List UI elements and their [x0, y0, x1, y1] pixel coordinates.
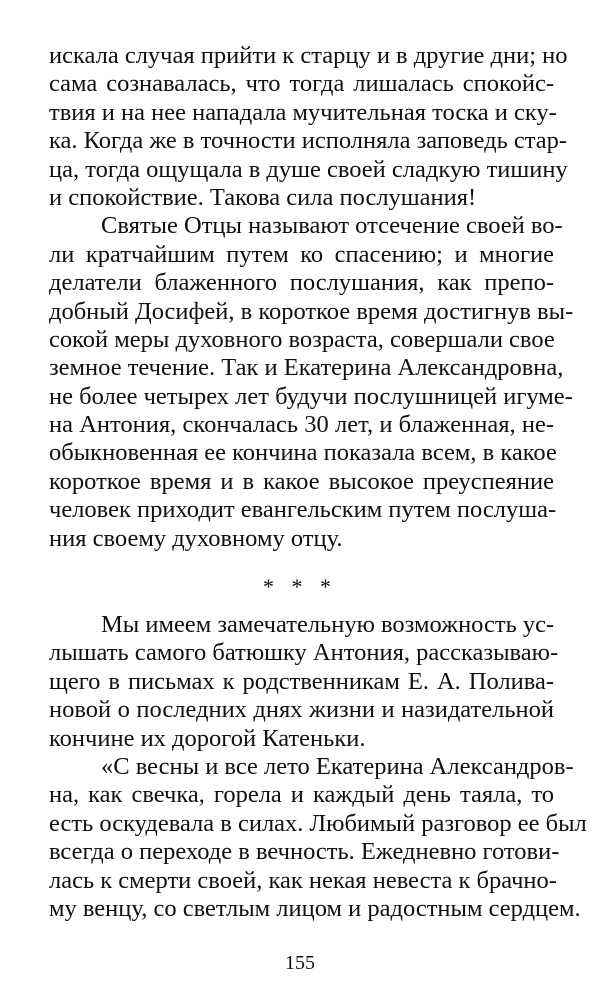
- text-line: ли кратчайшим путем ко спасению; и многие: [49, 240, 554, 268]
- text-line: земное течение. Так и Екатерина Александровна,: [49, 354, 564, 382]
- page-number: 155: [285, 952, 315, 974]
- text-block-bottom: [49, 611, 587, 923]
- text-line: сокой меры духовного возраста, совершали свое: [49, 325, 555, 353]
- paragraph: [49, 42, 568, 212]
- text-line: делатели блаженного послушания, как препо-: [49, 269, 554, 297]
- text-line: кончине их дорогой Катеньки.: [49, 724, 366, 752]
- text-line: обыкновенная ее кончина показала всем, в какое: [49, 439, 557, 467]
- text-line: человек приходит евангельским путем послуша-: [49, 496, 557, 524]
- text-block-top: [49, 42, 574, 553]
- paragraph: [49, 752, 587, 923]
- paragraph: [49, 212, 574, 553]
- text-line: ца, тогда ощущала в душе своей сладкую тишину: [49, 155, 568, 183]
- paragraph: [49, 611, 559, 753]
- text-line: сама сознавалась, что тогда лишалась спокойс-: [49, 70, 554, 98]
- text-line: новой о последних днях жизни и назидательной: [49, 696, 554, 724]
- text-line: лышать самого батюшку Антония, рассказываю-: [49, 639, 559, 667]
- text-line: Мы имеем замечательную возможность ус-: [101, 611, 555, 638]
- text-line: щего в письмах к родственникам Е. А. Полива-: [49, 667, 554, 695]
- text-line: ния своему духовному отцу.: [49, 524, 343, 552]
- text-line: короткое время и в какое высокое преуспеяние: [49, 467, 554, 495]
- text-line: лась к смерти своей, как некая невеста к брачно-: [49, 866, 557, 894]
- text-line: не более четырех лет будучи послушницей игуме-: [49, 382, 573, 410]
- text-line: му венцу, со светлым лицом и радостным сердцем.: [49, 894, 581, 922]
- text-line: есть оскудевала в силах. Любимый разговор ее был: [49, 809, 587, 837]
- text-line: «С весны и все лето Екатерина Александров-: [101, 752, 574, 780]
- text-line: добный Досифей, в короткое время достигнув вы-: [49, 297, 574, 325]
- section-separator: * * *: [263, 574, 337, 599]
- text-line: на, как свечка, горела и каждый день таяла, то: [49, 781, 554, 809]
- text-line: всегда о переходе в вечность. Ежедневно готови-: [49, 838, 560, 866]
- text-line: ка. Когда же в точности исполняла заповедь стар-: [49, 127, 568, 155]
- text-line: и спокойствие. Такова сила послушания!: [49, 183, 477, 211]
- text-line: на Антония, скончалась 30 лет, и блаженная, не-: [49, 411, 554, 439]
- text-line: искала случая прийти к старцу и в другие дни; но: [49, 42, 568, 69]
- text-line: твия и на нее нападала мучительная тоска и ску-: [49, 98, 557, 126]
- text-line: Святые Отцы называют отсечение своей во-: [101, 212, 563, 240]
